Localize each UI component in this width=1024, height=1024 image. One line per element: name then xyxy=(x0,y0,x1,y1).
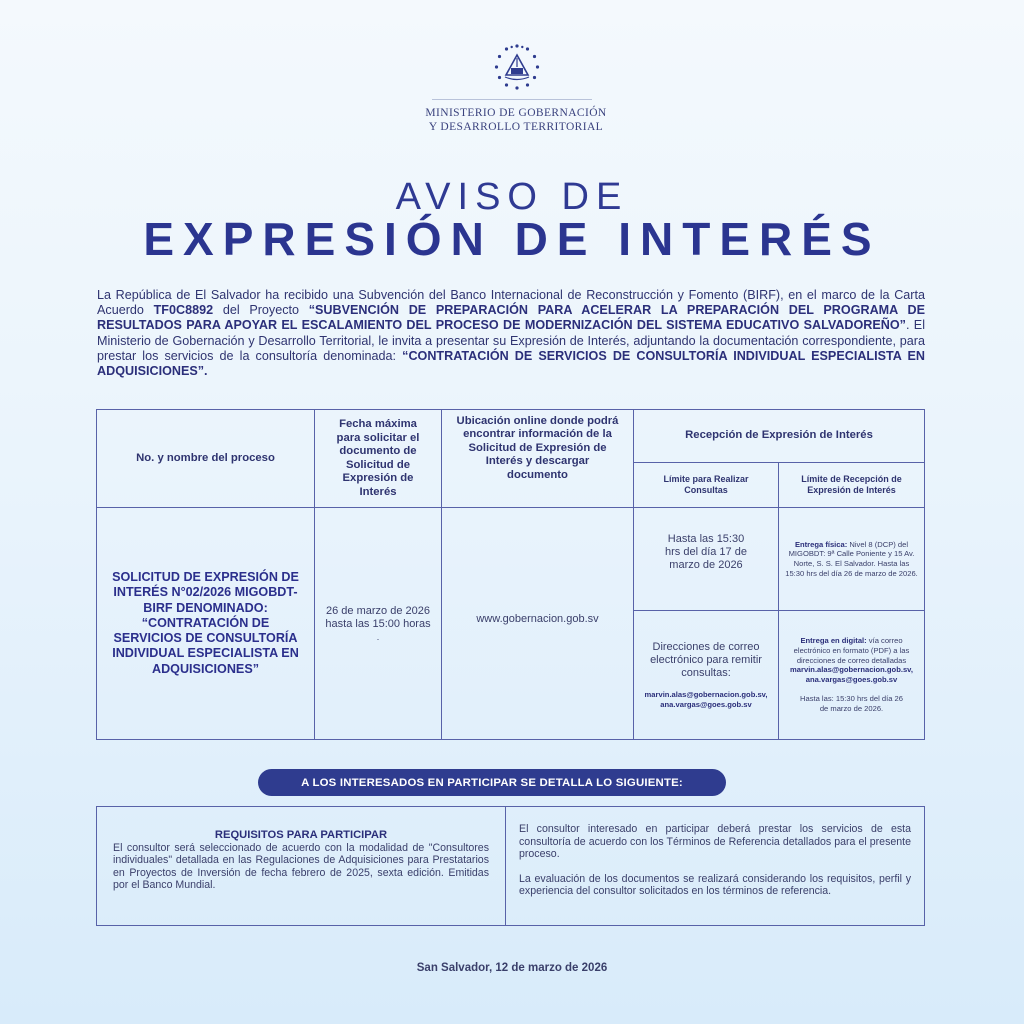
requirements-divider xyxy=(505,807,506,925)
physical-delivery-text: Nivel 8 (DCP) del MIGOBDT: 9ª Calle Poniente y 15 Av. Norte, S. S. El Salvador. Hasta las 15:30 hrs del día 26 de marzo de 2026. xyxy=(785,539,918,578)
footer-date: San Salvador, 12 de marzo de 2026 xyxy=(416,962,608,974)
requirements-right-p1: El consultor interesado en participar deberá prestar los servicios de esta consultoría de acuerdo con los Términos de Referencia detallados para el presente proceso. xyxy=(519,823,911,861)
agreement-code: TF0C8892 xyxy=(153,303,214,318)
coat-of-arms-logo xyxy=(492,42,542,92)
requirements-right xyxy=(519,823,911,910)
deadline-dot: . xyxy=(376,631,380,642)
physical-delivery-label: Entrega física: xyxy=(794,539,848,549)
logo-divider xyxy=(432,99,592,100)
digital-delivery-deadline: Hasta las: 15:30 hrs del día 26 de marzo de 2026. xyxy=(799,694,903,713)
queries-deadline: Hasta las 15:30 hrs del día 17 de marzo de 2026 xyxy=(665,532,747,571)
intro-paragraph xyxy=(97,288,925,379)
ministry-line-1: MINISTERIO DE GOBERNACIÓN xyxy=(425,107,607,119)
queries-emails[interactable]: marvin.alas@gobernacion.gob.sv, ana.vargas@goes.gob.sv xyxy=(644,689,768,709)
deadline-cell xyxy=(315,508,441,739)
consultancy-name: “CONTRATACIÓN DE SERVICIOS DE CONSULTORÍA INDIVIDUAL ESPECIALISTA EN ADQUISICIONES”. xyxy=(97,348,925,379)
title-line-1: AVISO DE xyxy=(395,176,629,218)
intro-text-1: La República de El Salvador ha recibido una Subvención del Banco Internacional de Reconstrucción y Fomento (BIRF), en el marco de la Carta Acuerdo xyxy=(97,288,925,318)
header-limit-reception: Límite de Recepción de Expresión de Interés xyxy=(801,473,902,495)
physical-delivery xyxy=(779,508,924,610)
project-name: “SUBVENCIÓN DE PREPARACIÓN PARA ACELERAR LA PREPARACIÓN DEL PROGRAMA DE RESULTADOS PARA APOYAR EL ESCALAMIENTO DEL PROCESO DE MODERNIZACIÓN DEL SISTEMA EDUCATIVO SALVADOREÑO” xyxy=(97,303,925,333)
digital-delivery-emails[interactable]: marvin.alas@gobernacion.gob.sv, ana.vargas@goes.gob.sv xyxy=(790,665,913,684)
process-name: SOLICITUD DE EXPRESIÓN DE INTERÉS N°02/2026 MIGOBDT-BIRF DENOMINADO: “CONTRATACIÓN DE SERVICIOS DE CONSULTORÍA INDIVIDUAL ESPECIALISTA EN ADQUISICIONES” xyxy=(112,569,299,676)
header-process: No. y nombre del proceso xyxy=(136,451,275,464)
requirements-heading: REQUISITOS PARA PARTICIPAR xyxy=(214,829,388,841)
header-reception: Recepción de Expresión de Interés xyxy=(685,429,873,442)
website-link[interactable]: www.gobernacion.gob.sv xyxy=(476,613,599,625)
queries-emails-intro: Direcciones de correo electrónico para remitir consultas: xyxy=(650,640,762,679)
queries-emails-cell xyxy=(634,611,778,739)
requirements-left xyxy=(113,829,489,892)
participants-banner: A LOS INTERESADOS EN PARTICIPAR SE DETALLA LO SIGUIENTE: xyxy=(258,769,726,796)
digital-delivery-label: Entrega en digital: xyxy=(800,636,867,646)
title-line-2: EXPRESIÓN DE INTERÉS xyxy=(143,213,881,265)
header-online-location: Ubicación online donde podrá encontrar información de la Solicitud de Expresión de Interés y descargar documento xyxy=(456,414,619,481)
process-table xyxy=(96,409,925,740)
header-limit-queries: Límite para Realizar Consultas xyxy=(663,473,749,495)
header-deadline: Fecha máxima para solicitar el documento de Solicitud de Expresión de Interés xyxy=(336,418,420,498)
ministry-line-2: Y DESARROLLO TERRITORIAL xyxy=(428,121,604,133)
requirements-box xyxy=(96,806,925,926)
deadline-text: 26 de marzo de 2026 hasta las 15:00 horas xyxy=(325,604,431,630)
digital-delivery xyxy=(779,611,924,739)
intro-text-3: . El Ministerio de Gobernación y Desarrollo Territorial, le invita a presentar su Expresión de Interés, adjuntando la documentación correspondiente, para prestar los servicios de la consultoría denominada: xyxy=(97,318,925,363)
requirements-left-text: El consultor será seleccionado de acuerdo con la modalidad de "Consultores individuales" detallada en las Regulaciones de Adquisiciones para Prestatarios en Proyectos de Inversión de fecha febrero de 2025, sexta edición. Emitidas por el Banco Mundial. xyxy=(113,841,489,892)
digital-delivery-text: vía correo electrónico en formato (PDF) a las direcciones de correo detalladas xyxy=(793,636,910,665)
requirements-right-p2: La evaluación de los documentos se realizará considerando los requisitos, perfil y experiencia del consultor solicitados en los términos de referencia. xyxy=(519,872,911,898)
intro-text-2: del Proyecto xyxy=(213,303,309,318)
ministry-name xyxy=(400,106,632,134)
